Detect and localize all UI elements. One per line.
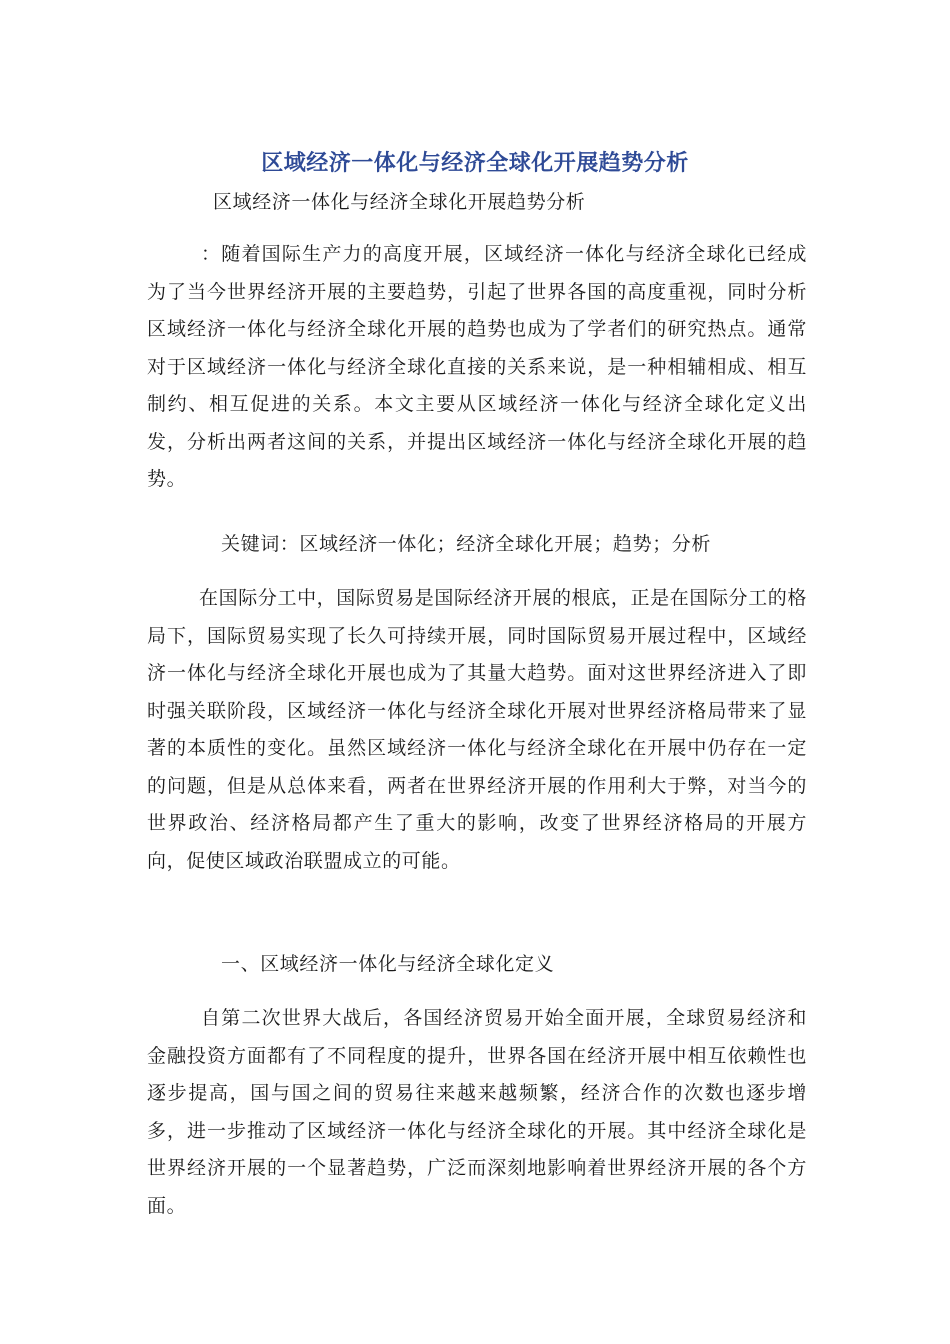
- keywords-line: 关键词：区域经济一体化；经济全球化开展；趋势；分析: [221, 533, 712, 555]
- body-paragraph-1: 在国际分工中，国际贸易是国际经济开展的根底，正是在国际分工的格局下，国际贸易实现了长久可持续开展，同时国际贸易开展过程中，区域经济一体化与经济全球化开展也成为了其量大趋势。面对这世界经济进入了即时强关联阶段，区域经济一体化与经济全球化开展对世界经济格局带来了显著的本质性的变化。虽然区域经济一体化与经济全球化在开展中仍存在一定的问题，但是从总体来看，两者在世界经济开展的作用利大于弊，对当今的世界政治、经济格局都产生了重大的影响，改变了世界经济格局的开展方向，促使区域政治联盟成立的可能。: [147, 587, 807, 872]
- abstract-paragraph: ：随着国际生产力的高度开展，区域经济一体化与经济全球化已经成为了当今世界经济开展的主要趋势，引起了世界各国的高度重视，同时分析区域经济一体化与经济全球化开展的趋势也成为了学者们的研究热点。通常对于区域经济一体化与经济全球化直接的关系来说，是一种相辅相成、相互制约、相互促进的关系。本文主要从区域经济一体化与经济全球化定义出发，分析出两者这间的关系，并提出区域经济一体化与经济全球化开展的趋势。: [147, 243, 807, 490]
- body-paragraph-2: 自第二次世界大战后，各国经济贸易开始全面开展，全球贸易经济和金融投资方面都有了不同程度的提升，世界各国在经济开展中相互依赖性也逐步提高，国与国之间的贸易往来越来越频繁，经济合作的次数也逐步增多，进一步推动了区域经济一体化与经济全球化的开展。其中经济全球化是世界经济开展的一个显著趋势，广泛而深刻地影响着世界经济开展的各个方面。: [147, 1007, 807, 1217]
- document-title: 区域经济一体化与经济全球化开展趋势分析: [261, 150, 689, 176]
- document-subtitle: 区域经济一体化与经济全球化开展趋势分析: [213, 191, 586, 213]
- section-heading-1: 一、区域经济一体化与经济全球化定义: [221, 953, 555, 975]
